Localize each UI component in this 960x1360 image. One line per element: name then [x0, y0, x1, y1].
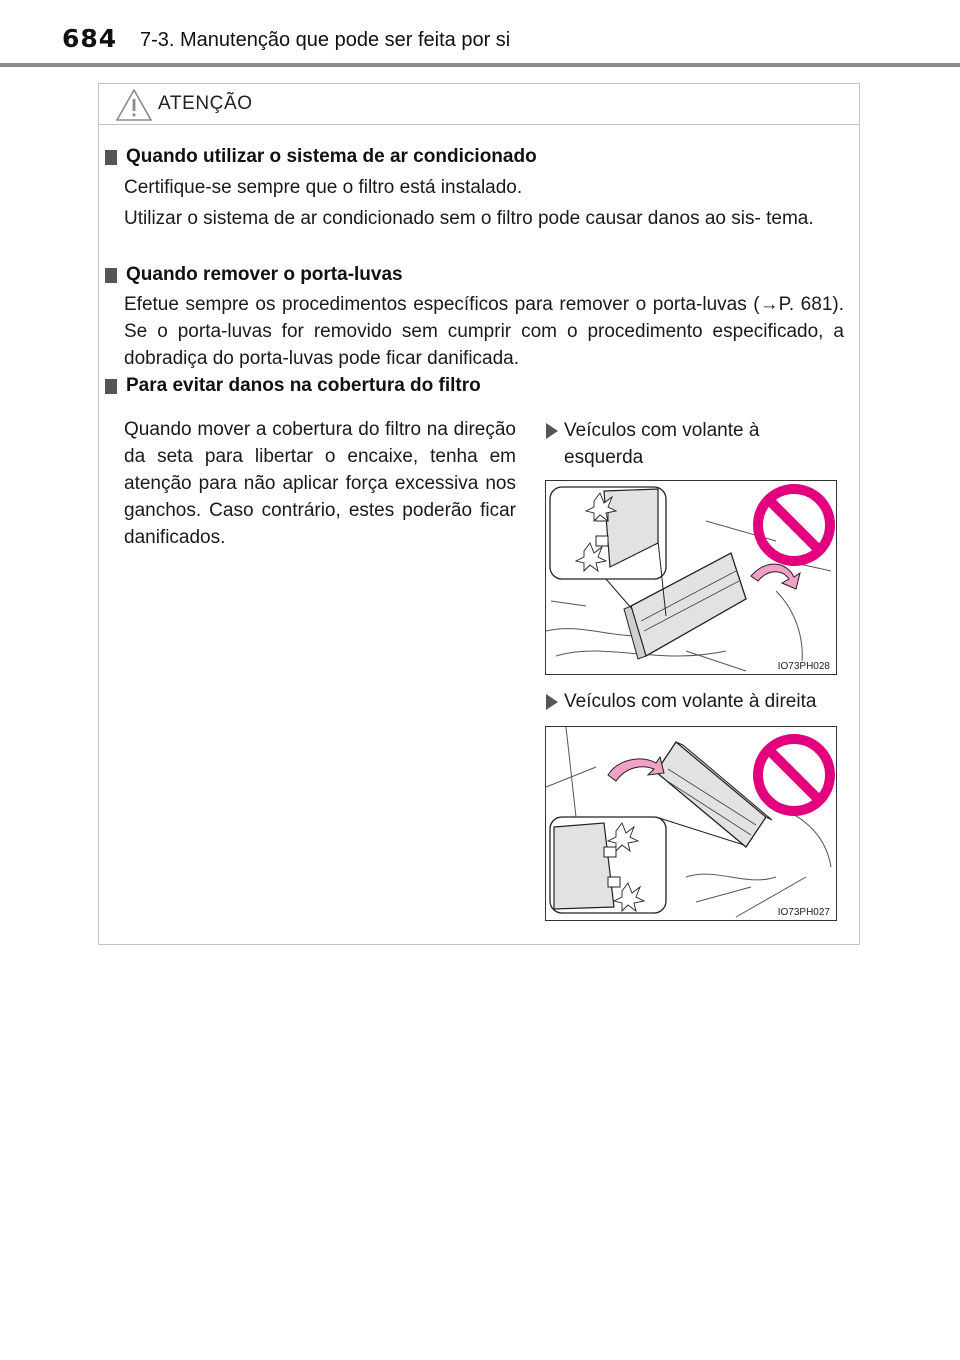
section-title-glovebox: [105, 264, 403, 286]
section-title-text: Quando remover o porta-luvas: [126, 264, 403, 285]
square-bullet-icon: [105, 150, 117, 165]
square-bullet-icon: [105, 268, 117, 283]
paragraph: Quando mover a cobertura do filtro na direção da seta para libertar o encaixe, tenha em atenção para não aplicar força excessiva nos ganchos. Caso contrário, estes poderão ficar danificados.: [124, 419, 516, 548]
section-title-filter-cover: [105, 375, 481, 397]
figure-rhd: [545, 726, 837, 921]
prohibited-icon: [758, 489, 830, 561]
section-title-text: Quando utilizar o sistema de ar condicionado: [126, 146, 537, 167]
paragraph: Efetue sempre os procedimentos específicos para remover o porta-luvas (→P. 681). Se o porta-luvas for removido sem cumprir com o procedimento especificado, a dobradiça do porta-luvas pode ficar danificada.: [124, 294, 844, 369]
figure-code: IO73PH027: [777, 907, 830, 918]
caption-text: Veículos com volante à esquerda: [564, 420, 760, 468]
caption-text: Veículos com volante à direita: [564, 691, 817, 712]
figure-lhd: [545, 480, 837, 675]
warning-triangle-icon: [115, 88, 153, 122]
paragraph: Utilizar o sistema de ar condicionado sem o filtro pode causar danos ao sis- tema.: [124, 208, 814, 229]
triangle-bullet-icon: [546, 423, 558, 439]
paragraph: Certifique-se sempre que o filtro está instalado.: [124, 177, 523, 198]
warning-box: [98, 83, 860, 945]
figure-caption-lhd: [546, 417, 836, 471]
section-title-ac: [105, 146, 537, 168]
warning-title: ATENÇÃO: [158, 93, 253, 114]
section-title-text: Para evitar danos na cobertura do filtro: [126, 375, 481, 396]
page-number: 684: [62, 24, 118, 53]
prohibited-icon: [758, 739, 830, 811]
chapter-title: 7-3. Manutenção que pode ser feita por si: [140, 29, 511, 51]
page-header: [0, 0, 960, 70]
filter-cover-illustration: [546, 481, 836, 674]
warning-header: [99, 84, 859, 125]
triangle-bullet-icon: [546, 694, 558, 710]
figure-caption-rhd: [546, 688, 846, 715]
square-bullet-icon: [105, 379, 117, 394]
filter-cover-illustration: [546, 727, 836, 920]
figure-code: IO73PH028: [777, 661, 830, 672]
header-rule: [0, 63, 960, 67]
